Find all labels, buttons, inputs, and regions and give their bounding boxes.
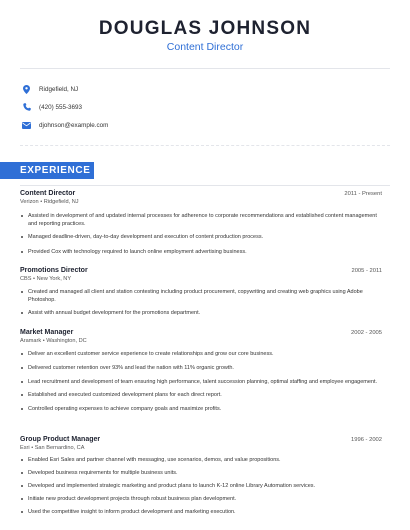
job-entry <box>20 329 382 413</box>
bullet-item: Delivered customer retention over 93% and lead the nation with 11% organic growth. <box>20 364 382 372</box>
job-entry <box>20 190 382 256</box>
job-role: Market Manager <box>20 329 74 336</box>
experience-section-heading: EXPERIENCE <box>0 162 94 179</box>
contact-email[interactable] <box>22 119 108 131</box>
job-role: Group Product Manager <box>20 436 101 443</box>
job-company: Aramark • Washington, DC <box>20 338 87 344</box>
bullet-item: Used the competitive insight to inform product development and marketing execution. <box>20 508 382 516</box>
job-bullets <box>20 456 382 516</box>
bullet-item: Initiate new product development projects through robust business plan development. <box>20 495 382 503</box>
bullet-item: Developed and implemented strategic marketing and product plans to launch K-12 online Library Automation services. <box>20 482 382 490</box>
contact-divider <box>20 145 390 146</box>
job-dates: 1996 - 2002 <box>351 437 382 443</box>
job-entry <box>20 436 382 516</box>
mail-icon <box>22 120 31 130</box>
candidate-title: Content Director <box>166 41 244 53</box>
section-divider <box>20 185 390 186</box>
bullet-item: Controlled operating expenses to achieve company goals and maximize profits. <box>20 405 382 413</box>
contact-location <box>22 83 78 95</box>
job-dates: 2005 - 2011 <box>351 268 382 274</box>
bullet-item: Assist with annual budget development for the promotions department. <box>20 309 382 317</box>
job-dates: 2011 - Present <box>344 191 382 197</box>
job-role: Content Director <box>20 190 76 197</box>
contact-phone <box>22 101 82 113</box>
job-company: Verizon • Ridgefield, NJ <box>20 199 79 205</box>
location-pin-icon <box>22 84 31 94</box>
location-text: Ridgefield, NJ <box>39 85 79 93</box>
job-bullets <box>20 350 382 413</box>
job-company: Esri • San Bernardino, CA <box>20 445 85 451</box>
bullet-item: Deliver an excellent customer service experience to create relationships and grow our core business. <box>20 350 382 358</box>
email-text[interactable]: djohnson@example.com <box>39 121 109 129</box>
bullet-item: Assisted in development of and updated internal processes for adherence to corporate recommendations and established content management and reporting practices. <box>20 212 382 228</box>
job-entry <box>20 267 382 317</box>
job-bullets <box>20 212 382 256</box>
job-role: Promotions Director <box>20 267 88 274</box>
bullet-item: Developed business requirements for multiple business units. <box>20 469 382 477</box>
bullet-item: Provided Cox with technology required to launch online employment advertising business. <box>20 248 382 256</box>
bullet-item: Managed deadline-driven, day-to-day development and execution of content production process. <box>20 233 382 241</box>
bullet-item: Enabled Esri Sales and partner channel with messaging, use scenarios, demos, and value propositions. <box>20 456 382 464</box>
header-divider <box>20 68 390 69</box>
job-company: CBS • New York, NY <box>20 276 72 282</box>
candidate-name: DOUGLAS JOHNSON <box>98 18 312 39</box>
bullet-item: Lead recruitment and development of team ensuring high performance, talent succession planning, optimal staffing and employee engagement. <box>20 378 382 386</box>
phone-icon <box>22 102 31 112</box>
bullet-item: Established and executed customized development plans for each direct report. <box>20 391 382 399</box>
job-dates: 2002 - 2005 <box>351 330 382 336</box>
phone-text: (420) 555-3693 <box>39 103 83 111</box>
job-bullets <box>20 288 382 317</box>
bullet-item: Created and managed all client and station contesting including product procurement, copywriting and creating web graphics using Adobe Photoshop. <box>20 288 382 304</box>
